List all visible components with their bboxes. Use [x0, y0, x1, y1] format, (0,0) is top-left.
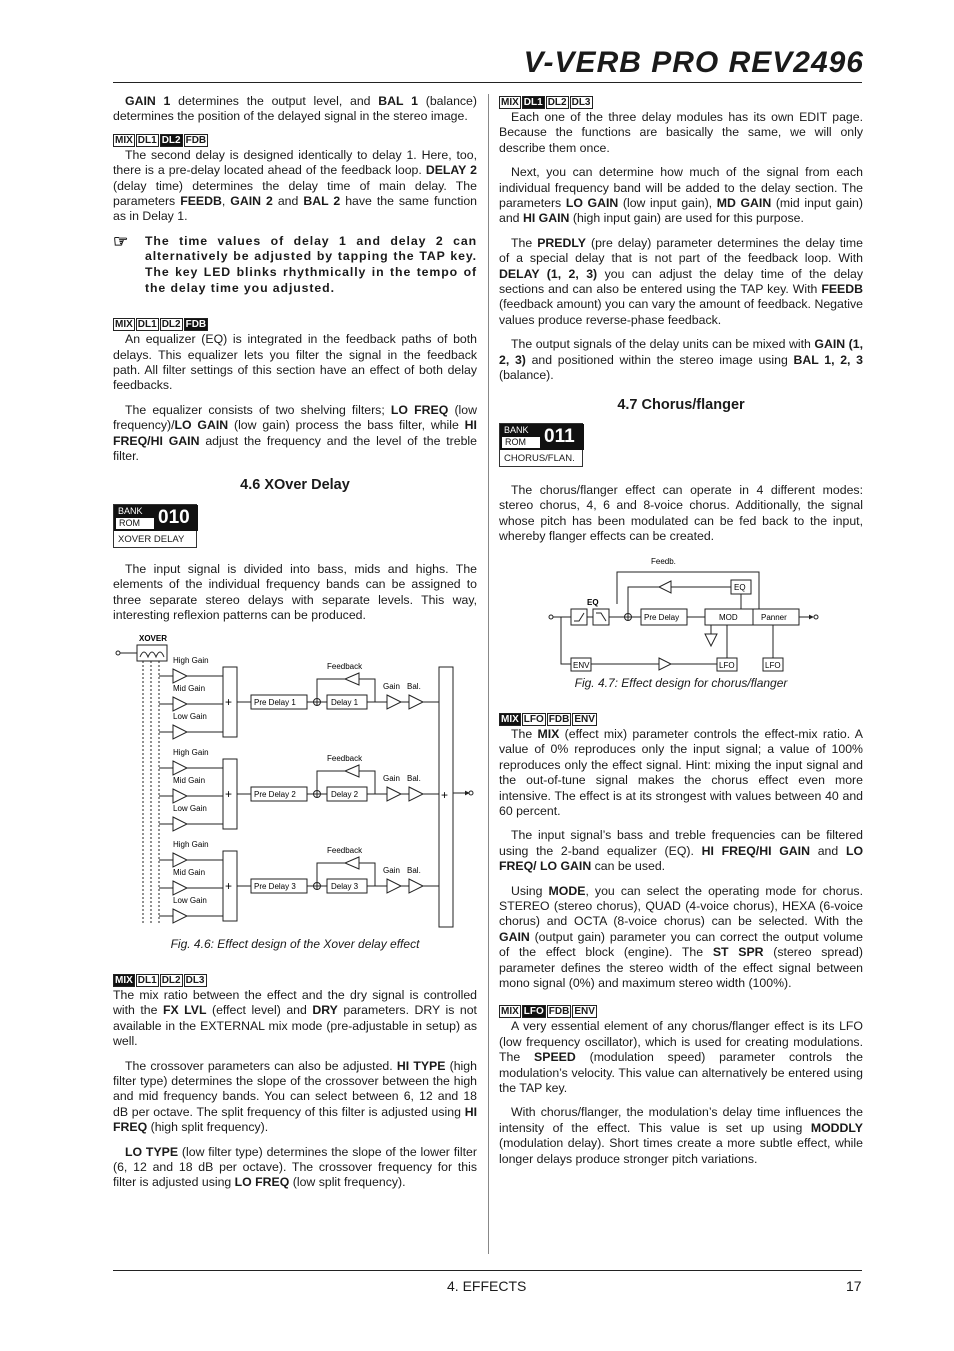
band-gain-label: Low Gain: [173, 803, 207, 813]
paragraph-mix1: The mix ratio between the effect and the dry signal is controlled with the FX LVL (effect level) and DRY parameters. DRY is not available in the EXTERNAL mix mode (pre-adjustable in setup) as well.: [113, 987, 477, 1049]
panner-label: Panner: [761, 612, 787, 622]
tag-dl1: DL1: [137, 134, 157, 146]
column-divider: [488, 94, 489, 1254]
paragraph-r1: Each one of the three delay modules has its own EDIT page. Because the functions are basically the same, we will only describe them once.: [499, 110, 863, 155]
paragraph-mix3: LO TYPE (low filter type) determines the slope of the lower filter (6, 12 and 18 dB per octave). The crossover frequency for this filter is adjusted using LO FREQ (low split frequency).: [113, 1144, 477, 1190]
band-gain-label: High Gain: [173, 747, 209, 757]
feedback-label: Feedback: [327, 661, 363, 671]
paragraph-eq2: The equalizer consists of two shelving filters; LO FREQ (low frequency)/LO GAIN (low gain) process the bass filter, while HI FREQ/HI GAIN adjust the frequency and the level of the treble filter.: [113, 402, 478, 464]
gain-label: Gain: [383, 773, 400, 783]
svg-text:+: +: [225, 694, 233, 709]
bal-label: Bal.: [407, 681, 421, 691]
svg-text:+: +: [225, 878, 233, 893]
paragraph-c1: The MIX (effect mix) parameter controls the effect-mix ratio. A value of 0% reproduces only the input signal; a value of 100% reproduces only the effect signal. Hint: mixing the input signal and the out-of-tune signal makes the chorus effect even more intensive. The effect is at its strongest with values between 40 and 60 percent.: [499, 726, 863, 818]
gain-label: Gain: [383, 865, 400, 875]
eq-label: EQ: [587, 597, 599, 607]
paragraph-delay2: The second delay is designed identically to delay 1. Here, too, there is a pre-delay located ahead of the feedback loop. DELAY 2 (delay time) determines the delay time of main delay. The parameters FEEDB, GAIN 2 and BAL 2 have the same function as in Delay 1.: [113, 147, 478, 224]
svg-text:+: +: [225, 786, 233, 801]
header-rule: [113, 82, 862, 83]
delay-label: Delay 2: [331, 789, 359, 799]
tag-dl1: DL1: [137, 974, 157, 986]
band-gain-label: High Gain: [173, 839, 209, 849]
paragraph-gain: GAIN 1 determines the output level, and BAL 1 (balance) determines the position of the delayed signal in the stereo image.: [113, 94, 477, 124]
tag-dl1: DL1: [137, 319, 157, 331]
tag-fdb: FDB: [548, 1006, 570, 1018]
band-gain-label: Low Gain: [173, 711, 207, 721]
bank-badge-chorus: BANK ROM 011 CHORUS/FLAN.: [499, 423, 583, 467]
tag-dl2: DL2: [547, 97, 567, 108]
band-gain-label: High Gain: [173, 655, 209, 665]
param-tags-dl1: [499, 96, 863, 109]
tap-note: [113, 231, 477, 296]
left-column: [113, 94, 477, 1200]
pointing-hand-icon: ☞: [113, 231, 130, 251]
paragraph-c2: The input signal’s bass and treble frequencies can be filtered using the 2-band equalizer (EQ). HI FREQ/HI GAIN and LO FREQ/ LO GAIN can be used.: [499, 828, 864, 874]
param-tags-chorus-mix: [499, 713, 863, 726]
feedback-label: Feedback: [327, 845, 363, 855]
pre-delay-label: Pre Delay 3: [254, 881, 296, 891]
param-tags-fdb: [113, 318, 477, 331]
bal-label: Bal.: [407, 773, 421, 783]
paragraph-r3: The PREDLY (pre delay) parameter determines the delay time of a special delay that is not part of the feedback loop. With DELAY (1, 2, 3) you can adjust the delay time of the delay sections and can also be entered using the TAP key. With FEEDB (feedback amount) you can vary the amount of feedback. Negative values produce reverse-phase feedback.: [499, 235, 863, 327]
tag-mix: MIX: [501, 1006, 519, 1018]
paragraph-ch1: The chorus/flanger effect can operate in 4 different modes: stereo chorus, 4, 6 and 8-voice chorus. Additionally, the signal whose pitch has been modulated can be fed back to the input, whereby flanger effects can be created.: [499, 482, 863, 544]
tag-env: ENV: [574, 1006, 595, 1018]
tap-note-text: The time values of delay 1 and delay 2 can alternatively be adjusted by tapping the TAP key. The key LED blinks rhythmically in the tempo of the delay time you adjusted.: [145, 233, 477, 295]
tag-dl2: DL2: [161, 134, 181, 146]
bal-label: Bal.: [407, 865, 421, 875]
band-gain-label: Mid Gain: [173, 775, 206, 785]
tag-env: ENV: [574, 713, 595, 725]
eq2-label: EQ: [734, 582, 746, 592]
page-number: 17: [846, 1278, 862, 1294]
heading-xover-delay: 4.6 XOver Delay: [240, 477, 350, 494]
tag-mix: MIX: [501, 97, 519, 108]
tag-mix: MIX: [115, 319, 133, 331]
chorus-flanger-diagram: [499, 554, 863, 672]
right-column: [499, 94, 863, 1176]
tag-fdb: FDB: [185, 134, 207, 146]
band-rows: [159, 656, 439, 923]
xover-label: XOVER: [139, 633, 168, 643]
tag-mix: MIX: [501, 713, 519, 725]
env-label: ENV: [573, 660, 590, 670]
paragraph-xover: The input signal is divided into bass, mids and highs. The elements of the individual frequency bands can be assigned to three separate stereo delays with separate levels. This way, interesting reflexion patterns can be produced.: [113, 561, 477, 623]
mod-label: MOD: [719, 612, 738, 622]
page-title: V-VERB PRO REV2496: [523, 46, 864, 79]
tag-lfo: LFO: [523, 1006, 544, 1018]
figure-caption-46: Fig. 4.6: Effect design of the Xover delay effect: [170, 936, 420, 951]
tag-fdb: FDB: [548, 713, 570, 725]
paragraph-c3: Using MODE, you can select the operating mode for chorus. STEREO (stereo chorus), QUAD (4-voice chorus), HEXA (6-voice chorus) and OCTA (8-voice chorus) can be selected. With the GAIN (output gain) parameter you can correct the output volume of the effect block (engine). The ST SPR (stereo spread) parameter defines the stereo width of the effect signal between mono signal (0%) and maximum stereo width (100%).: [499, 883, 863, 991]
lfo2-label: LFO: [765, 660, 781, 670]
param-tags-lfo: [499, 1005, 863, 1018]
tag-mix: MIX: [115, 974, 133, 986]
paragraph-l2: With chorus/flanger, the modulation’s delay time influences the intensity of the effect. This value is set up using MODDLY (modulation delay). Short times create a more subtle effect, while longer delays produce stronger pitch variations.: [499, 1105, 864, 1166]
pre-delay-label: Pre Delay 2: [254, 789, 296, 799]
band-gain-label: Mid Gain: [173, 683, 206, 693]
paragraph-l1: A very essential element of any chorus/flanger effect is its LFO (low frequency oscillator), which is used for creating modulations. The SPEED (modulation speed) parameter controls the modulation’s velocity. This value can alternatively be entered using the TAP key.: [499, 1019, 863, 1096]
tag-fdb: FDB: [185, 319, 207, 331]
param-tags-dl2: [113, 134, 477, 147]
tag-lfo: LFO: [523, 713, 544, 725]
tag-dl2: DL2: [161, 974, 181, 986]
predelay-label: Pre Delay: [644, 612, 680, 622]
xover-delay-diagram: [113, 633, 477, 933]
gain-label: Gain: [383, 681, 400, 691]
band-gain-label: Mid Gain: [173, 867, 206, 877]
paragraph-r4: The output signals of the delay units can be mixed with GAIN (1, 2, 3) and positioned within the stereo image using BAL 1, 2, 3 (balance).: [499, 337, 863, 383]
svg-text:+: +: [441, 787, 449, 802]
footer-rule: [113, 1270, 862, 1271]
tag-dl3: DL3: [185, 974, 205, 986]
heading-chorus-flanger: 4.7 Chorus/flanger: [617, 396, 745, 413]
band-gain-label: Low Gain: [173, 895, 207, 905]
delay-label: Delay 3: [331, 881, 359, 891]
lfo-label: LFO: [719, 660, 735, 670]
tag-dl3: DL3: [571, 97, 591, 108]
footer-section: 4. EFFECTS: [447, 1278, 527, 1294]
bank-badge-xover: BANK ROM 010 XOVER DELAY: [113, 504, 197, 548]
tag-mix: MIX: [115, 134, 133, 146]
delay-label: Delay 1: [331, 697, 359, 707]
paragraph-mix2: The crossover parameters can also be adjusted. HI TYPE (high filter type) determines the slope of the crossover between the high and mid frequency bands. You can select between 6, 12 and 18 dB per octave. The split frequency of this filter is adjusted using HI FREQ (high split frequency).: [113, 1058, 477, 1135]
pre-delay-label: Pre Delay 1: [254, 697, 296, 707]
tag-dl1: DL1: [523, 97, 543, 108]
param-tags-mix: [113, 974, 477, 987]
feedback-label: Feedback: [327, 753, 363, 763]
feedb-label: Feedb.: [651, 556, 676, 566]
paragraph-eq1: An equalizer (EQ) is integrated in the feedback paths of both delays. This equalizer lets you filter the signal in the feedback path. All filter settings of this section have an effect of both delay feedbacks.: [113, 332, 477, 393]
tag-dl2: DL2: [161, 319, 181, 331]
paragraph-r2: Next, you can determine how much of the signal from each individual frequency band will be added to the delay section. The parameters LO GAIN (low input gain), MD GAIN (mid input gain) and HI GAIN (high input gain) are used for this purpose.: [499, 165, 863, 226]
figure-caption-47: Fig. 4.7: Effect design for chorus/flanger: [574, 675, 788, 690]
